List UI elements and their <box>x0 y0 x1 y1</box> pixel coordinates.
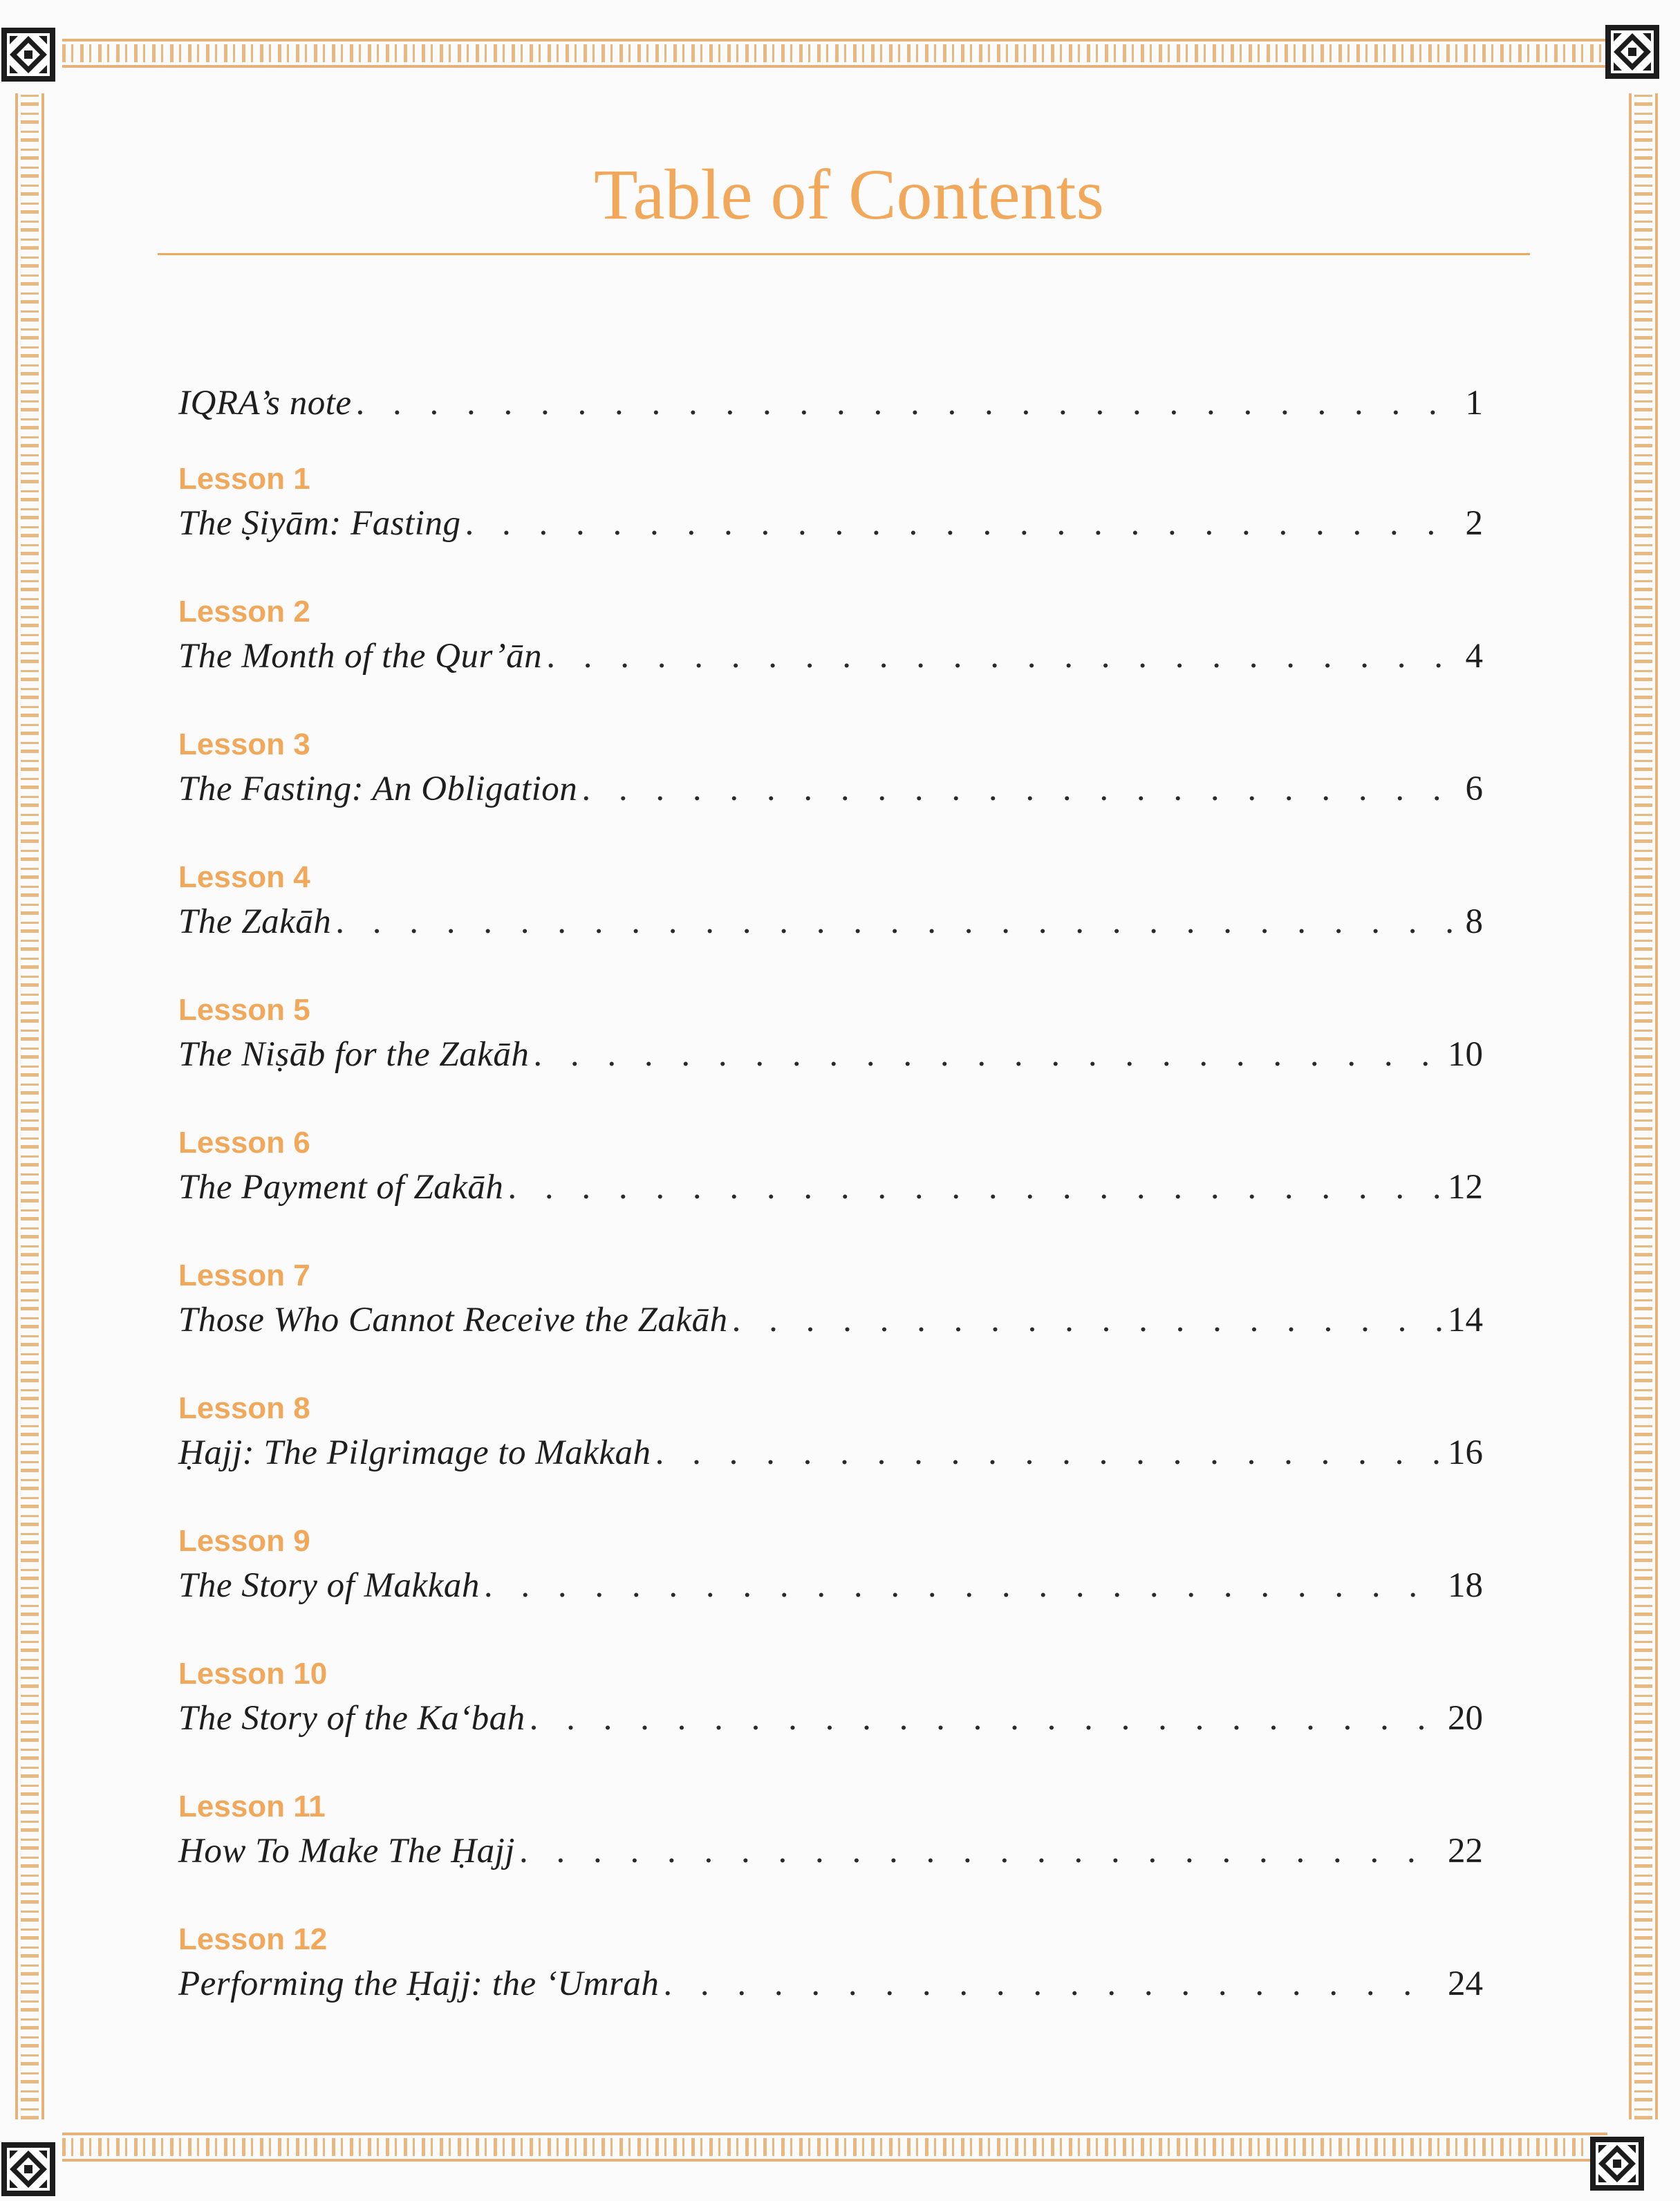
toc-entry-title: Those Who Cannot Receive the Zakāh <box>178 1301 728 1339</box>
toc-entry-title: The Ṣiyām: Fasting <box>178 504 461 543</box>
corner-ornament-icon <box>1 28 55 82</box>
toc-page-number: 22 <box>1448 1832 1483 1870</box>
toc-entry[interactable] <box>178 1787 1483 1920</box>
toc-page-number: 20 <box>1448 1699 1483 1738</box>
toc-entry-title: IQRA’s note <box>178 384 352 422</box>
toc-entry-title: The Fasting: An Obligation <box>178 770 578 808</box>
toc-entry-preface[interactable] <box>178 379 1483 459</box>
toc-page-number: 10 <box>1448 1035 1483 1074</box>
lesson-label: Lesson 6 <box>178 1126 310 1160</box>
dot-leader <box>507 1163 1442 1211</box>
toc-row <box>178 499 1483 548</box>
toc-entry[interactable] <box>178 1920 1483 2052</box>
toc-entry-title: The Payment of Zakāh <box>178 1168 504 1207</box>
lesson-label: Lesson 5 <box>178 993 310 1027</box>
dot-leader <box>732 1296 1442 1344</box>
toc-row <box>178 765 1483 813</box>
border-right <box>1626 93 1661 2119</box>
dot-leader <box>546 632 1459 680</box>
dot-leader <box>533 1030 1442 1079</box>
toc-page-number: 2 <box>1465 504 1483 543</box>
toc-row <box>178 1694 1483 1743</box>
toc-entry[interactable] <box>178 592 1483 725</box>
toc-entry[interactable] <box>178 1123 1483 1256</box>
lesson-label: Lesson 3 <box>178 727 310 761</box>
border-bottom <box>62 2130 1607 2164</box>
dot-leader <box>581 765 1459 813</box>
toc-entry-title: How To Make The Ḥajj <box>178 1832 515 1870</box>
toc-entry[interactable] <box>178 990 1483 1123</box>
dot-leader <box>484 1561 1442 1610</box>
lesson-label: Lesson 10 <box>178 1657 328 1691</box>
toc-page-number: 12 <box>1448 1168 1483 1207</box>
dot-leader <box>519 1827 1442 1875</box>
toc-row <box>178 379 1483 427</box>
lesson-label: Lesson 2 <box>178 595 310 629</box>
lesson-label: Lesson 9 <box>178 1524 310 1558</box>
title-divider <box>158 253 1530 255</box>
toc-page-number: 18 <box>1448 1566 1483 1605</box>
dot-leader <box>335 898 1459 946</box>
toc-entry[interactable] <box>178 459 1483 592</box>
toc-entry[interactable] <box>178 725 1483 857</box>
toc-entry[interactable] <box>178 1256 1483 1389</box>
border-left <box>12 93 47 2119</box>
toc-row <box>178 1960 1483 2008</box>
toc-entry[interactable] <box>178 1654 1483 1787</box>
toc-page-number: 16 <box>1448 1433 1483 1472</box>
toc-entry-title: The Niṣāb for the Zakāh <box>178 1035 530 1074</box>
toc-page-number: 14 <box>1448 1301 1483 1339</box>
toc-entry[interactable] <box>178 1389 1483 1521</box>
toc-row <box>178 1429 1483 1477</box>
toc-row <box>178 1163 1483 1211</box>
toc-page-number: 1 <box>1465 384 1483 422</box>
corner-ornament-icon <box>1 2142 55 2196</box>
lesson-label: Lesson 8 <box>178 1391 310 1425</box>
dot-leader <box>356 379 1460 427</box>
toc-entry-title: The Story of the Ka‘bah <box>178 1699 525 1738</box>
lesson-label: Lesson 1 <box>178 462 310 496</box>
toc-page-number: 24 <box>1448 1965 1483 2003</box>
toc-entry-title: The Month of the Qur’ān <box>178 637 543 676</box>
corner-ornament-icon <box>1590 2137 1644 2191</box>
toc-page-number: 6 <box>1465 770 1483 808</box>
toc-entry-title: The Zakāh <box>178 902 332 941</box>
dot-leader <box>663 1960 1442 2008</box>
lesson-label: Lesson 4 <box>178 860 310 894</box>
corner-ornament-icon <box>1605 25 1659 79</box>
toc-row <box>178 632 1483 680</box>
toc-row <box>178 898 1483 946</box>
toc-entry-title: The Story of Makkah <box>178 1566 480 1605</box>
toc-row <box>178 1030 1483 1079</box>
toc-row <box>178 1827 1483 1875</box>
lesson-label: Lesson 12 <box>178 1922 328 1956</box>
toc-list <box>178 379 1483 2052</box>
dot-leader <box>530 1694 1442 1743</box>
toc-entry[interactable] <box>178 857 1483 990</box>
toc-entry-title: Ḥajj: The Pilgrimage to Makkah <box>178 1433 651 1472</box>
toc-page-number: 8 <box>1465 902 1483 941</box>
toc-row <box>178 1296 1483 1344</box>
toc-entry[interactable] <box>178 1521 1483 1654</box>
dot-leader <box>465 499 1459 548</box>
dot-leader <box>655 1429 1442 1477</box>
page-title: Table of Contents <box>594 155 1104 234</box>
lesson-label: Lesson 7 <box>178 1259 310 1292</box>
toc-entry-title: Performing the Ḥajj: the ‘Umrah <box>178 1965 660 2003</box>
toc-row <box>178 1561 1483 1610</box>
lesson-label: Lesson 11 <box>178 1790 326 1823</box>
border-top <box>62 36 1607 71</box>
toc-page-number: 4 <box>1465 637 1483 676</box>
